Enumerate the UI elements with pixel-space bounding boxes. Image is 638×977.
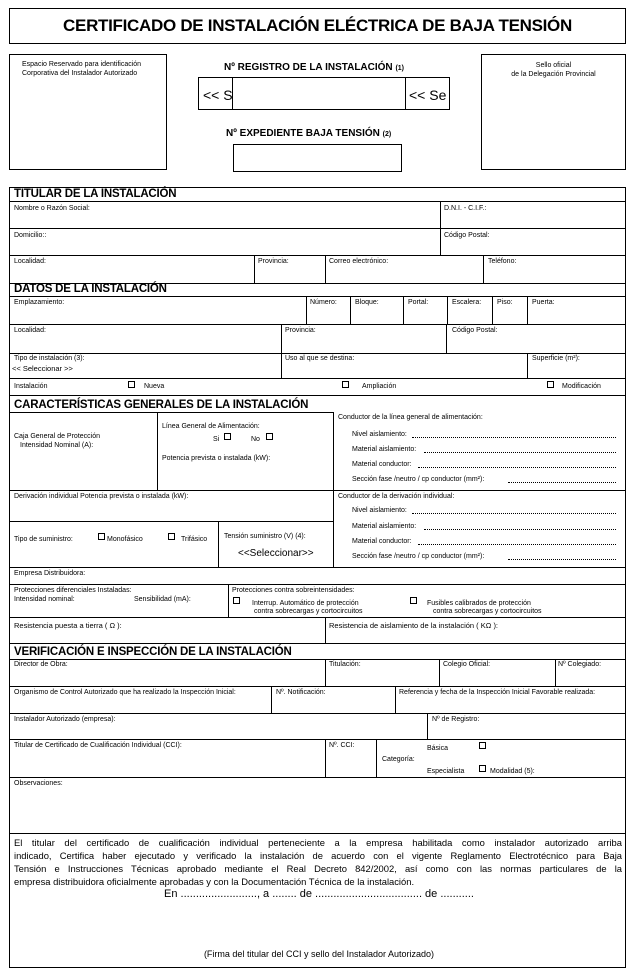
registro-input[interactable]	[198, 77, 450, 110]
datos-uso-field[interactable]: Uso al que se destina:	[285, 355, 355, 362]
divider	[376, 739, 377, 777]
divider	[427, 713, 428, 739]
datos-tipo-select[interactable]: << Seleccionar >>	[12, 364, 73, 373]
no-label: No	[251, 436, 260, 443]
declaracion-line-3: Tensión e Instrucciones Técnicas aprobado mediante el Real Decreto 842/2002, así como con las normas particulares de la	[14, 863, 622, 874]
titular-dni-field[interactable]: D.N.I. - C.I.F.:	[444, 205, 487, 212]
lga-nivel-field[interactable]	[412, 437, 616, 438]
conductor-lga-label: Conductor de la línea general de alimentación:	[338, 414, 483, 421]
datos-instalacion-label: Instalación	[14, 383, 48, 390]
notificacion-field[interactable]: Nº. Notificación:	[276, 689, 326, 696]
registro-left-select[interactable]: << S	[203, 87, 233, 103]
divider	[9, 490, 626, 491]
cgp-intensidad-field[interactable]: Intensidad Nominal (A):	[20, 442, 94, 449]
expediente-label-text: Nº EXPEDIENTE BAJA TENSIÓN	[226, 128, 380, 139]
divider	[9, 584, 626, 585]
divider	[527, 353, 528, 378]
divider	[9, 739, 626, 740]
organismo-control-field[interactable]: Organismo de Control Autorizado que ha realizado la Inspección Inicial:	[14, 689, 236, 696]
di-material-conductor-label: Material conductor:	[352, 538, 412, 545]
divider	[9, 521, 333, 522]
lga-seccion-label: Sección fase /neutro / cp conductor (mm²):	[352, 476, 485, 483]
instalador-autorizado-field[interactable]: Instalador Autorizado (empresa):	[14, 716, 116, 723]
modalidad-field[interactable]: Modalidad (5):	[490, 768, 535, 775]
titular-heading: TITULAR DE LA INSTALACIÓN	[14, 188, 177, 200]
nueva-checkbox[interactable]	[128, 381, 135, 388]
divider	[492, 296, 493, 324]
observaciones-field[interactable]: Observaciones:	[14, 780, 63, 787]
titular-telefono-field[interactable]: Teléfono:	[488, 258, 517, 265]
ampliacion-checkbox[interactable]	[342, 381, 349, 388]
datos-piso-field[interactable]: Piso:	[497, 299, 513, 306]
divider	[9, 255, 626, 256]
registro-right-select[interactable]: << Se	[409, 87, 447, 103]
datos-tipo-label: Tipo de instalación (3):	[14, 355, 85, 362]
divider	[403, 296, 404, 324]
divider	[9, 777, 626, 778]
datos-cp-field[interactable]: Código Postal:	[452, 327, 498, 334]
n-cci-field[interactable]: Nº. CCI:	[329, 742, 355, 749]
di-material-aislamiento-field[interactable]	[424, 529, 616, 530]
referencia-inspeccion-field[interactable]: Referencia y fecha de la Inspección Inicial Favorable realizada:	[399, 689, 596, 696]
di-material-aislamiento-label: Material aislamiento:	[352, 523, 417, 530]
especialista-label: Especialista	[427, 768, 465, 775]
espacio-line2: Corporativa del Instalador Autorizado	[22, 70, 138, 77]
expediente-input[interactable]	[233, 144, 402, 172]
titulacion-field[interactable]: Titulación:	[329, 661, 361, 668]
datos-provincia-field[interactable]: Provincia:	[285, 327, 316, 334]
interruptor-label-1: Interrup. Automático de protección	[252, 600, 359, 607]
conductor-di-label: Conductor de la derivación individual:	[338, 493, 455, 500]
titular-correo-field[interactable]: Correo electrónico:	[329, 258, 389, 265]
divider	[306, 296, 307, 324]
lga-nivel-label: Nivel aislamiento:	[352, 431, 407, 438]
categoria-label: Categoría:	[382, 756, 415, 763]
especialista-checkbox[interactable]	[479, 765, 486, 772]
registro-label-text: Nº REGISTRO DE LA INSTALACIÓN	[224, 62, 393, 73]
declaracion-text	[14, 836, 622, 888]
divider	[9, 378, 626, 379]
divider	[9, 324, 626, 325]
no-checkbox[interactable]	[266, 433, 273, 440]
resistencia-tierra-field[interactable]: Resistencia puesta a tierra ( Ω ):	[14, 621, 122, 630]
n-registro-field[interactable]: Nº de Registro:	[432, 716, 480, 723]
int-nominal-field[interactable]: Intensidad nominal:	[14, 596, 75, 603]
tipo-suministro-label: Tipo de suministro:	[14, 536, 73, 543]
expediente-label	[226, 128, 391, 139]
director-obra-field[interactable]: Director de Obra:	[14, 661, 68, 668]
interruptor-label-2: contra sobrecargas y cortocircuitos	[254, 608, 363, 615]
divider	[9, 713, 626, 714]
tension-label: Tensión suministro (V) (4):	[224, 533, 306, 540]
datos-localidad-field[interactable]: Localidad:	[14, 327, 46, 334]
expediente-note: (2)	[382, 131, 392, 138]
divider	[483, 255, 484, 283]
titular-nombre-field[interactable]: Nombre o Razón Social:	[14, 205, 90, 212]
divider	[446, 324, 447, 353]
divider	[9, 686, 626, 687]
tension-select[interactable]: <<Seleccionar>>	[238, 548, 314, 559]
registro-divider-left	[232, 78, 233, 109]
fusibles-label-1: Fusibles calibrados de protección	[427, 600, 531, 607]
lga-material-aislamiento-field[interactable]	[424, 452, 616, 453]
divider	[9, 201, 626, 202]
divider	[9, 659, 626, 660]
verificacion-heading: VERIFICACIÓN E INSPECCIÓN DE LA INSTALACIÓN	[14, 646, 292, 658]
si-label: Si	[213, 436, 220, 443]
sello-line1: Sello oficial	[535, 62, 572, 69]
titular-localidad-field[interactable]: Localidad:	[14, 258, 46, 265]
di-seccion-label: Sección fase /neutro / cp conductor (mm²):	[352, 553, 485, 560]
divider	[9, 643, 626, 644]
divider	[555, 659, 556, 686]
di-material-conductor-field[interactable]	[418, 544, 616, 545]
registro-label	[224, 62, 404, 73]
sensibilidad-field[interactable]: Sensibilidad (mA):	[134, 596, 191, 603]
datos-emplazamiento-field[interactable]: Emplazamiento:	[14, 299, 65, 306]
divider	[325, 659, 326, 686]
divider	[395, 686, 396, 713]
datos-bloque-field[interactable]: Bloque:	[355, 299, 379, 306]
divider	[325, 617, 326, 643]
divider	[527, 296, 528, 324]
titular-domicilio-field[interactable]: Domicilio::	[14, 232, 47, 239]
potencia-field[interactable]: Potencia prevista o instalada (kW):	[162, 455, 271, 462]
divider	[350, 296, 351, 324]
lga-seccion-field[interactable]	[508, 482, 616, 483]
monofasico-label: Monofásico	[107, 536, 143, 543]
divider	[218, 521, 219, 567]
declaracion-line-1: El titular del certificado de cualificación individual perteneciente a la empresa habilitada como instalador autorizado arriba	[14, 837, 622, 848]
lga-material-aislamiento-label: Material aislamiento:	[352, 446, 417, 453]
datos-numero-field[interactable]: Número:	[310, 299, 337, 306]
divider	[9, 228, 626, 229]
divider	[281, 324, 282, 353]
divider	[9, 353, 626, 354]
interruptor-checkbox[interactable]	[233, 597, 240, 604]
caracteristicas-heading: CARACTERÍSTICAS GENERALES DE LA INSTALACIÓN	[14, 399, 309, 411]
registro-note: (1)	[395, 65, 404, 72]
divider	[9, 296, 626, 297]
divider	[447, 296, 448, 324]
fusibles-checkbox[interactable]	[410, 597, 417, 604]
fusibles-label-2: contra sobrecargas y cortocircuitos	[433, 608, 542, 615]
sello-line2: de la Delegación Provincial	[511, 71, 596, 78]
si-checkbox[interactable]	[224, 433, 231, 440]
colegio-oficial-field[interactable]: Colegio Oficial:	[443, 661, 491, 668]
prot-sobre-label: Protecciones contra sobreintensidades:	[232, 587, 355, 594]
basica-checkbox[interactable]	[479, 742, 486, 749]
divider	[157, 412, 158, 490]
titular-cci-field[interactable]: Titular de Certificado de Cualificación Individual (CCI):	[14, 742, 182, 749]
monofasico-checkbox[interactable]	[98, 533, 105, 540]
divider	[228, 584, 229, 617]
modificacion-checkbox[interactable]	[547, 381, 554, 388]
ampliacion-label: Ampliación	[362, 383, 397, 390]
divider	[271, 686, 272, 713]
di-nivel-label: Nivel aislamiento:	[352, 507, 407, 514]
linea-general-label: Línea General de Alimentación:	[162, 423, 260, 430]
basica-label: Básica	[427, 745, 449, 752]
nueva-label: Nueva	[144, 383, 165, 390]
datos-superficie-field[interactable]: Superficie (m²):	[532, 355, 580, 362]
divider	[9, 412, 333, 413]
lga-material-conductor-field[interactable]	[418, 467, 616, 468]
espacio-line1: Espacio Reservado para identificación	[22, 61, 142, 68]
divider	[440, 228, 441, 255]
registro-divider-right	[405, 78, 406, 109]
divider	[325, 255, 326, 283]
modificacion-label: Modificación	[562, 383, 601, 390]
di-seccion-field[interactable]	[508, 559, 616, 560]
divider	[9, 833, 626, 834]
divider	[254, 255, 255, 283]
titular-cp-field[interactable]: Código Postal:	[444, 232, 490, 239]
divider	[439, 659, 440, 686]
colegiado-field[interactable]: Nº Colegiado:	[558, 661, 602, 668]
declaracion-line-2: indicado, Certifica haber ejecutado y verificado la instalación de acuerdo con el vigente Reglamento Electrotécnico para Baja	[14, 850, 622, 861]
datos-puerta-field[interactable]: Puerta:	[532, 299, 555, 306]
cgp-label-1: Caja General de Protección	[14, 433, 100, 440]
divider	[440, 201, 441, 228]
empresa-distribuidora-field[interactable]: Empresa Distribuidora:	[14, 570, 86, 577]
resistencia-aislamiento-field[interactable]: Resistencia de aislamiento de la instalación ( KΩ ):	[329, 621, 499, 630]
datos-portal-field[interactable]: Portal:	[408, 299, 429, 306]
trifasico-label: Trifásico	[181, 536, 208, 543]
declaracion-line-4: empresa distribuidora oficialmente aprobadas y con la Documentación Técnica de la instalación.	[14, 876, 415, 887]
titular-provincia-field[interactable]: Provincia:	[258, 258, 289, 265]
fecha-lugar-field[interactable]: En ........................., a ........ de ................................... de ...........	[164, 888, 474, 900]
derivacion-potencia-field[interactable]: Derivación individual Potencia prevista o instalada (kW):	[14, 493, 189, 500]
di-nivel-field[interactable]	[412, 513, 616, 514]
divider	[281, 353, 282, 378]
divider	[9, 567, 626, 568]
datos-heading: DATOS DE LA INSTALACIÓN	[14, 283, 167, 295]
divider	[9, 617, 626, 618]
prot-dif-label: Protecciones diferenciales Instaladas:	[14, 587, 132, 594]
divider	[325, 739, 326, 777]
page-title: CERTIFICADO DE INSTALACIÓN ELÉCTRICA DE BAJA TENSIÓN	[63, 16, 572, 35]
firma-label: (Firma del titular del CCI y sello del Instalador Autorizado)	[203, 949, 435, 959]
datos-escalera-field[interactable]: Escalera:	[452, 299, 482, 306]
trifasico-checkbox[interactable]	[168, 533, 175, 540]
divider	[9, 395, 626, 396]
lga-material-conductor-label: Material conductor:	[352, 461, 412, 468]
